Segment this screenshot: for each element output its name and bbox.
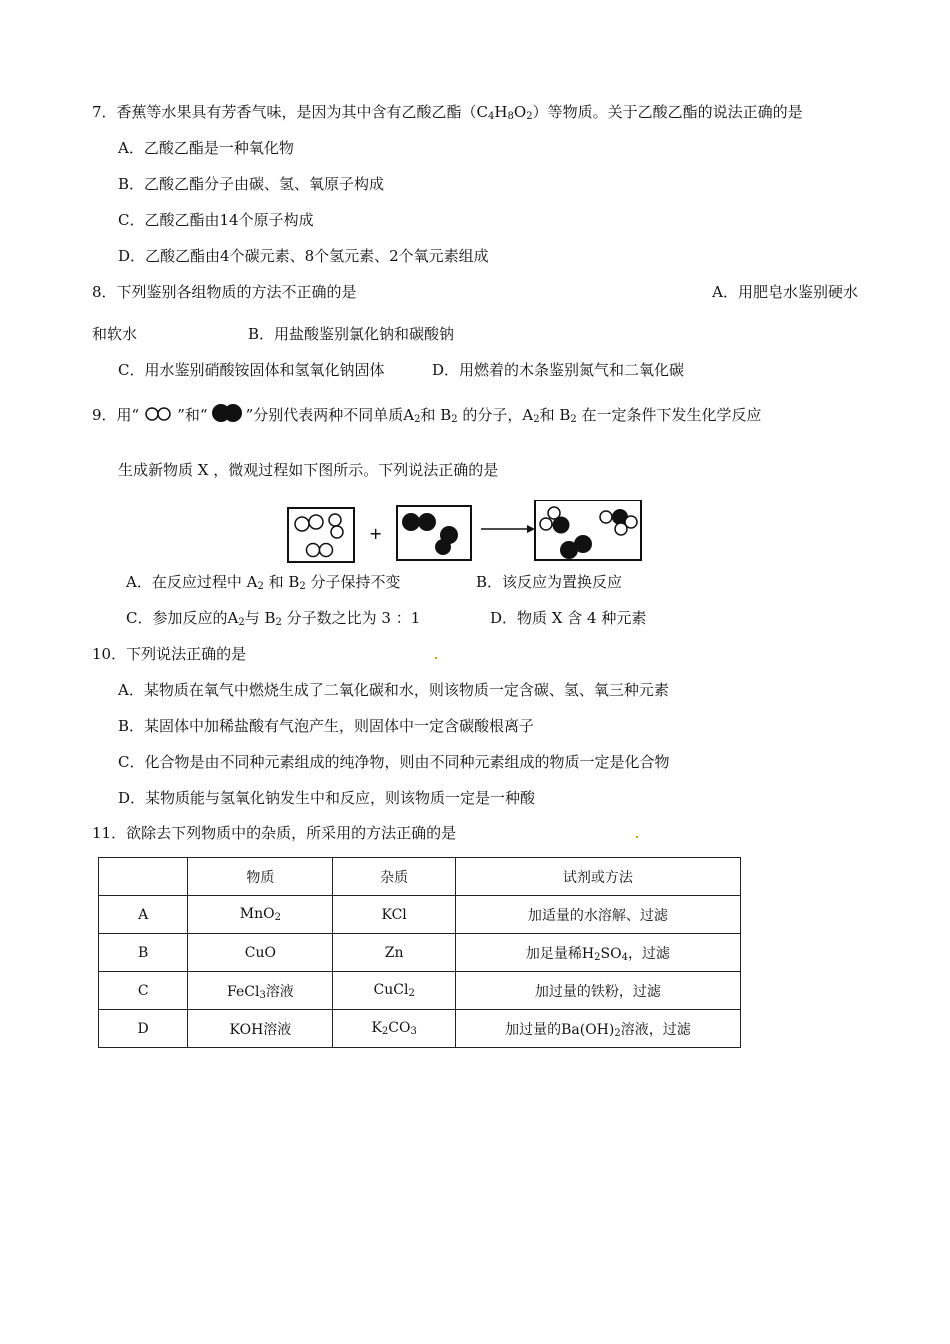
q10-option-c: C．化合物是由不同种元素组成的纯净物，则由不同种元素组成的物质一定是化合物	[118, 753, 670, 771]
table-cell: B	[99, 934, 188, 972]
q7-option-a: A．乙酸乙酯是一种氧化物	[118, 139, 294, 157]
white-molecule-icon	[139, 405, 177, 423]
table-row	[99, 1010, 741, 1048]
table-cell: 加足量稀$H_2SO_4$，过滤	[455, 934, 740, 972]
table-header-cell: 物质	[188, 858, 333, 896]
q9-stem-line2: 生成新物质 X ，微观过程如下图所示。下列说法正确的是	[118, 461, 499, 479]
q7-stem: 7．香蕉等水果具有芳香气味，是因为其中含有乙酸乙酯$(C_4H_8O_2)$等物质。关于乙酸乙酯的说法正确的是	[92, 103, 803, 122]
table-cell: 加适量的水溶解、过滤	[455, 896, 740, 934]
table-cell: A	[99, 896, 188, 934]
table-cell: 加过量的铁粉，过滤	[455, 972, 740, 1010]
q8-option-a-part1: A．用肥皂水鉴别硬水	[712, 283, 858, 301]
q8-option-d: D．用燃着的木条鉴别氮气和二氧化碳	[432, 361, 685, 379]
q10-option-b: B．某固体中加稀盐酸有气泡产生，则固体中一定含碳酸根离子	[118, 717, 535, 735]
table-row	[99, 896, 741, 934]
table-cell: FeCl$_3$溶液	[188, 972, 333, 1010]
q7-option-c: C．乙酸乙酯由14个原子构成	[118, 211, 314, 229]
q9-stem: 9．用“ ”和“ ”分别代表两种不同单质$A_2$和 $B_2$ 的分子，$A_2$和 $B_2$ 在一定条件下发生化学反应	[92, 402, 762, 430]
table-cell: 加过量的$Ba(OH)_2$溶液，过滤	[455, 1010, 740, 1048]
table-cell: $K_2CO_3$	[333, 1010, 455, 1048]
q8-option-b: B．用盐酸鉴别氯化钠和碳酸钠	[248, 325, 455, 343]
table-cell: D	[99, 1010, 188, 1048]
table-header-cell: 杂质	[333, 858, 455, 896]
table-cell: KOH溶液	[188, 1010, 333, 1048]
table-header-cell: 试剂或方法	[455, 858, 740, 896]
table-header-row	[99, 858, 741, 896]
q7-option-d: D．乙酸乙酯由4个碳元素、8个氢元素、2个氧元素组成	[118, 247, 489, 265]
q8-stem: 8．下列鉴别各组物质的方法不正确的是	[92, 283, 357, 301]
table-row	[99, 972, 741, 1010]
table-row	[99, 934, 741, 972]
q9-option-d: D．物质 X 含 4 种元素	[490, 609, 647, 627]
q9-option-a: A．在反应过程中 $A_2$ 和 $B_2$ 分子保持不变	[126, 573, 401, 592]
q10-option-a: A．某物质在氧气中燃烧生成了二氧化碳和水，则该物质一定含碳、氢、氧三种元素	[118, 681, 669, 699]
q10-option-d: D．某物质能与氢氧化钠发生中和反应，则该物质一定是一种酸	[118, 789, 536, 807]
q11-stem: 11．欲除去下列物质中的杂质，所采用的方法正确的是	[92, 824, 457, 842]
arrow-icon	[527, 525, 535, 533]
table-cell: C	[99, 972, 188, 1010]
plus-sign: +	[369, 524, 383, 543]
q10-stem: 10．下列说法正确的是	[92, 645, 247, 663]
impurity-table	[98, 857, 741, 1048]
q9-option-c: C．参加反应的$A_2$与 $B_2$ 分子数之比为 3 ：1	[126, 609, 421, 628]
table-cell: CuO	[188, 934, 333, 972]
table-header-cell	[99, 858, 188, 896]
q8-option-a-part2: 和软水	[92, 325, 138, 343]
table-cell: Zn	[333, 934, 455, 972]
table-cell: MnO$_2$	[188, 896, 333, 934]
table-cell: KCl	[333, 896, 455, 934]
q8-option-c: C．用水鉴别硝酸铵固体和氢氧化钠固体	[118, 361, 385, 379]
black-molecule-icon	[208, 402, 246, 424]
table-cell: CuCl$_2$	[333, 972, 455, 1010]
q7-option-b: B．乙酸乙酯分子由碳、氢、氧原子构成	[118, 175, 385, 193]
reaction-diagram	[285, 500, 665, 575]
q9-option-b: B．该反应为置换反应	[476, 573, 623, 591]
